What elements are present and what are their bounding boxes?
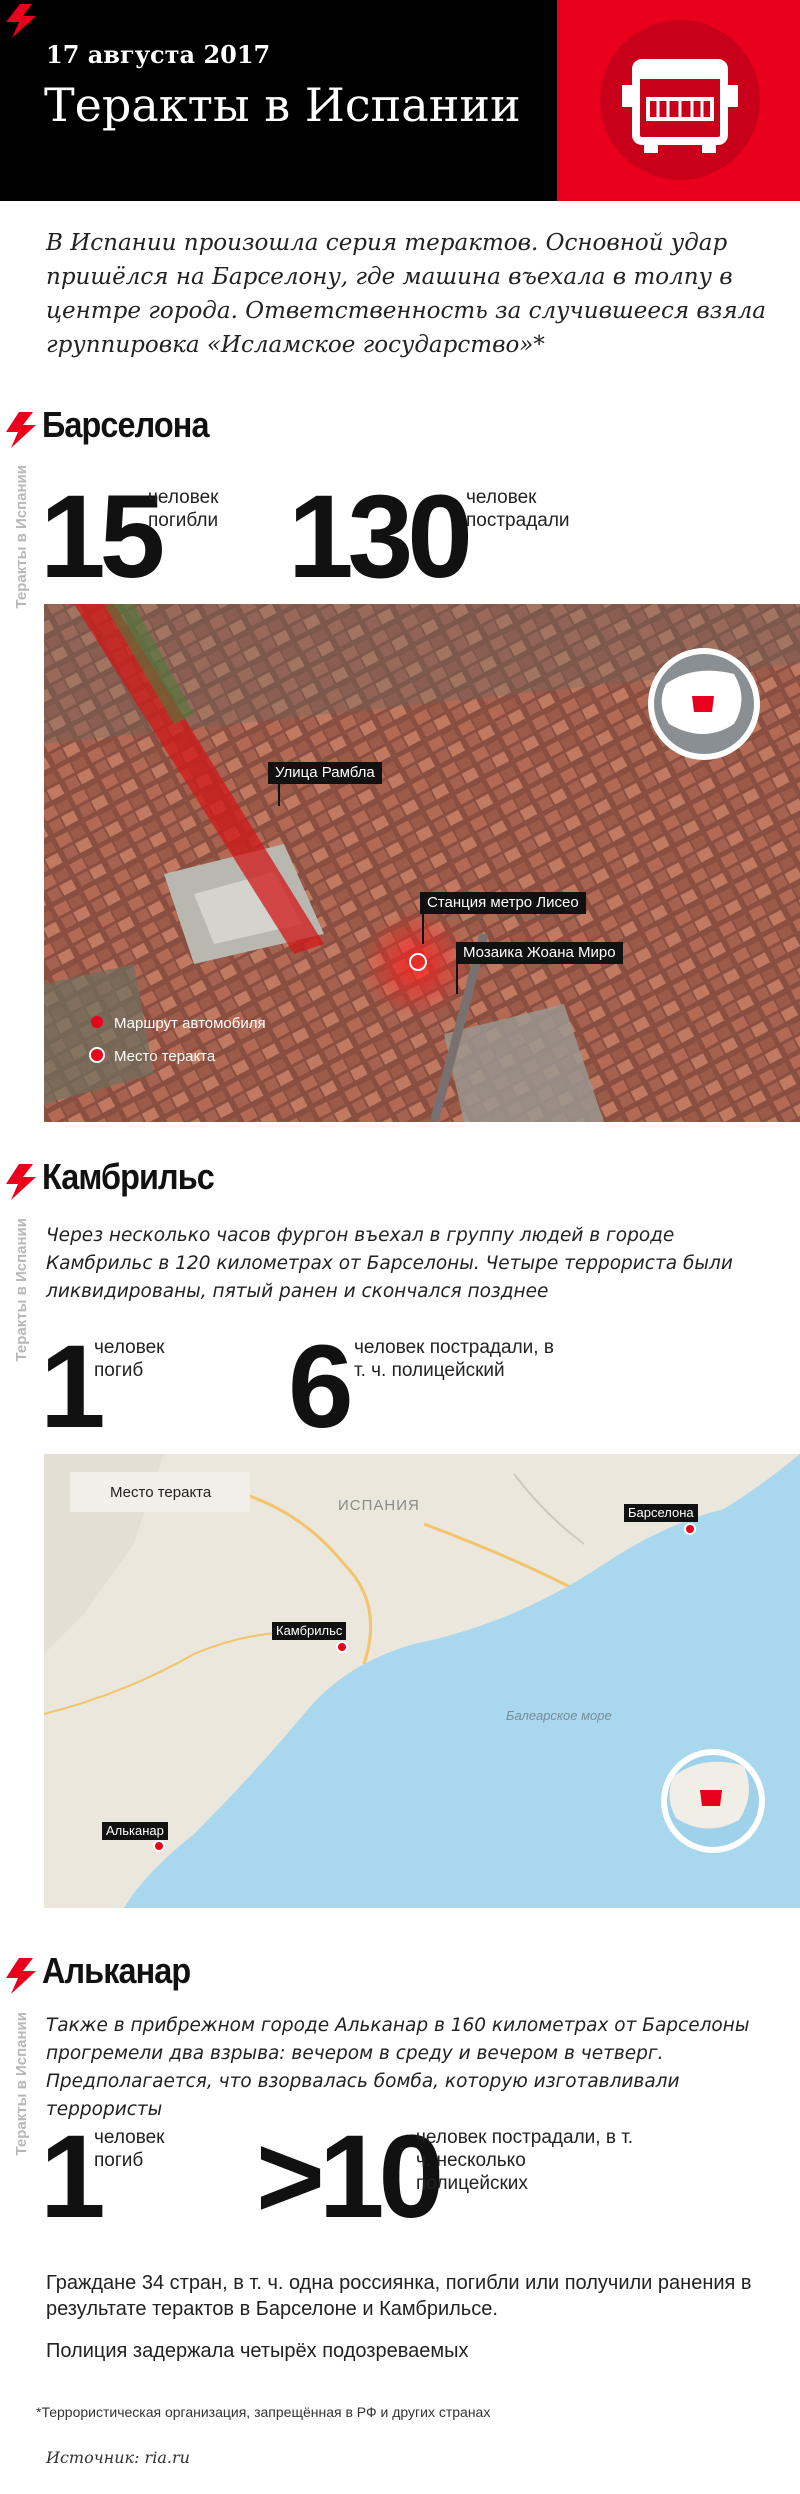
lightning-logo-icon [6, 4, 36, 38]
cambrils-description: Через несколько часов фургон въехал в группу людей в городе Камбрильс в 120 километрах от Барселоны. Четыре террориста были ликвидированы, пятый ранен и скончался позднее [46, 1225, 733, 1302]
section-lightning-icon [6, 1958, 36, 1994]
closing-paragraph: Полиция задержала четырёх подозреваемых [46, 2340, 469, 2362]
stat-label: человек пострадали [466, 487, 570, 531]
stat-label: человек погибли [148, 487, 219, 531]
legend-site-label: Место теракта [114, 1048, 216, 1065]
section-title-cambrils: Камбрильс [42, 1156, 214, 1197]
section-lightning-icon [6, 412, 36, 448]
stat-label: человек погиб [94, 1337, 165, 1381]
map-sea-label: Балеарское море [506, 1708, 612, 1723]
map-country-label: ИСПАНИЯ [338, 1497, 420, 1514]
map-label-mosaic: Мозаика Жоана Миро [456, 942, 623, 964]
footnote: *Террористическая организация, запрещённая в РФ и других странах [36, 2404, 491, 2420]
stat-number: 130 [288, 471, 467, 603]
closing-paragraph: Граждане 34 стран, в т. ч. одна россиянка, погибли или получили ранения в результате терактов в Барселоне и Камбрильсе. [46, 2272, 752, 2320]
barcelona-map [44, 604, 800, 1122]
stat-number: 15 [40, 471, 160, 603]
side-label: Теракты в Испании [13, 2012, 30, 2156]
map-label-pointer [422, 914, 424, 944]
map-city-barcelona: Барселона [624, 1504, 698, 1522]
map-city-alcanar: Альканар [102, 1822, 168, 1840]
section-title-barcelona: Барселона [42, 404, 209, 445]
lead-text: В Испании произошла серия терактов. Основной удар пришёлся на Барселону, где машина въехала в толпу в центре города. Ответственность за случившееся взяла группировка «Исламское государство»* [46, 230, 766, 358]
side-label: Теракты в Испании [13, 1218, 30, 1362]
map-label-metro: Станция метро Лисео [420, 892, 586, 914]
section-lightning-icon [6, 1164, 36, 1200]
catalonia-map [44, 1454, 800, 1908]
page-title: Теракты в Испании [44, 78, 521, 132]
bus-icon [618, 55, 742, 155]
section-title-alcanar: Альканар [42, 1950, 191, 1991]
stat-label: человек погиб [94, 2127, 165, 2171]
map-label-pointer [278, 784, 280, 806]
map-label-pointer [456, 964, 458, 994]
legend-route-label: Маршрут автомобиля [114, 1015, 266, 1032]
stat-number: 6 [288, 1321, 348, 1453]
source-credit: Источник: ria.ru [46, 2448, 190, 2467]
stat-number: >10 [256, 2111, 439, 2243]
legend-site-label: Место теракта [110, 1484, 212, 1501]
side-label: Теракты в Испании [13, 465, 30, 609]
map-label-street: Улица Рамбла [268, 762, 382, 784]
stat-number: 1 [40, 2111, 100, 2243]
stat-label: человек пострадали, в т. ч. несколько полицейских [416, 2127, 634, 2194]
map-city-cambrils: Камбрильс [272, 1622, 346, 1640]
header [0, 0, 800, 201]
header-date: 17 августа 2017 [46, 40, 271, 69]
alcanar-description: Также в прибрежном городе Альканар в 160 километрах от Барселоны прогремели два взрыва: вечером в среду и вечером в четверг. Предполагается, что взорвалась бомба, которую изготавливали террористы [46, 2015, 750, 2120]
stat-number: 1 [40, 1321, 100, 1453]
stat-label: человек пострадали, в т. ч. полицейский [354, 1337, 554, 1381]
